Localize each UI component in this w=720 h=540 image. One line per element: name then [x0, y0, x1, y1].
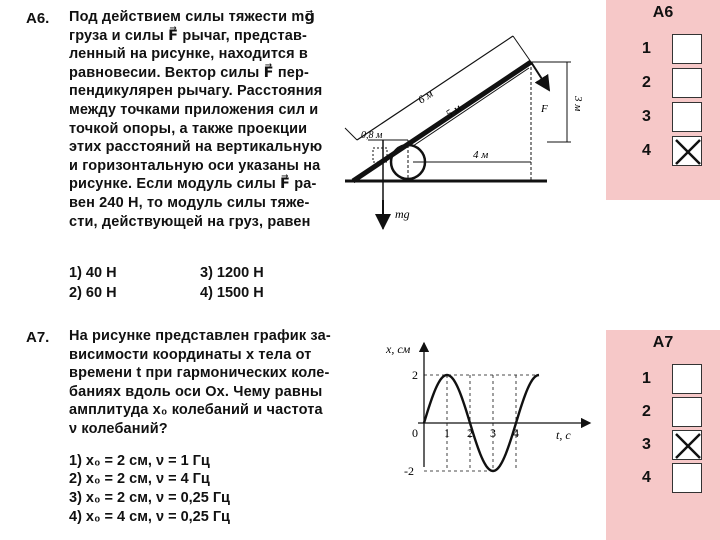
answer-checkbox[interactable] — [672, 397, 702, 427]
answer-checkbox-checked[interactable] — [672, 430, 702, 460]
answer-checkbox[interactable] — [672, 364, 702, 394]
y-tick-label: -2 — [404, 464, 414, 475]
answer-option-number: 2 — [642, 403, 651, 420]
answer-option-row[interactable] — [606, 68, 720, 98]
question-a6-line: рисунке. Если модуль силы F⃗ ра- — [69, 176, 317, 193]
label-mg: mg⃗ — [395, 207, 419, 221]
answer-panel-title: А7 — [652, 334, 674, 351]
question-a6-line: ленный на рисунке, находится в — [69, 46, 308, 63]
question-a6-line: между точками приложения сил и — [69, 101, 319, 118]
answer-panel-a7 — [606, 330, 720, 540]
answer-option-row[interactable] — [606, 397, 720, 427]
question-a7-line: ν колебаний? — [69, 420, 168, 437]
answer-option-row[interactable] — [606, 430, 720, 460]
a6-option-3: 3) 1200 Н — [200, 265, 264, 281]
question-a6-line: Под действием силы тяжести mg⃗ — [69, 9, 315, 25]
answer-option-number: 3 — [642, 108, 651, 125]
x-tick-label: 4 — [513, 426, 519, 440]
question-a6-line: этих расстояний на вертикальную — [69, 139, 323, 156]
question-a6-text — [69, 8, 322, 231]
label-6m: 6 м — [415, 87, 436, 107]
answer-option-number: 3 — [642, 436, 651, 453]
question-a6-number: А6. — [26, 10, 50, 27]
x-tick-label: 0 — [412, 426, 418, 440]
answer-option-number: 1 — [642, 370, 651, 387]
check-cross-icon — [673, 431, 703, 461]
y-tick-label: 2 — [412, 368, 418, 382]
question-a6-line: равновесии. Вектор силы F⃗ пер- — [69, 64, 309, 81]
answer-option-row[interactable] — [606, 136, 720, 166]
y-axis-label: x, см — [386, 342, 411, 356]
question-a7-number: А7. — [26, 329, 50, 346]
f-arrow — [531, 62, 549, 90]
question-a7-text — [69, 327, 331, 439]
answer-option-number: 1 — [642, 40, 651, 57]
answer-checkbox[interactable] — [672, 34, 702, 64]
answer-checkbox[interactable] — [672, 102, 702, 132]
question-a7-line: висимости координаты x тела от — [69, 346, 312, 363]
label-5m: 5 м — [443, 101, 464, 121]
answer-option-row[interactable] — [606, 102, 720, 132]
answer-panel-title: А6 — [652, 4, 674, 21]
label-08m: 0,8 м — [361, 130, 383, 141]
x-tick-label: 1 — [444, 426, 450, 440]
question-a6-line: вен 240 Н, то модуль силы тяже- — [69, 194, 310, 211]
answer-option-row[interactable] — [606, 463, 720, 493]
label-f: F⃗ — [541, 103, 557, 115]
answer-panel-a6 — [606, 0, 720, 200]
question-a6-line: пендикулярен рычагу. Расстояния — [69, 83, 323, 100]
answer-option-number: 4 — [642, 469, 651, 486]
question-a7-line: баниях вдоль оси Ox. Чему равны — [69, 383, 323, 400]
a6-option-1: 1) 40 Н — [69, 265, 117, 281]
x-tick-label: 3 — [490, 426, 496, 440]
answer-checkbox-checked[interactable] — [672, 136, 702, 166]
answer-option-number: 2 — [642, 74, 651, 91]
lever-bar — [353, 62, 531, 181]
a7-option-3: 3) x₀ = 2 см, ν = 0,25 Гц — [69, 490, 230, 506]
question-a7-line: На рисунке представлен график за- — [69, 328, 331, 344]
a7-option-2: 2) x₀ = 2 см, ν = 4 Гц — [69, 471, 210, 487]
label-3m: 3 м — [572, 96, 584, 112]
question-a6-line: точкой опоры, а также проекции — [69, 120, 308, 137]
oscillation-chart — [380, 335, 605, 475]
a7-option-4: 4) x₀ = 4 см, ν = 0,25 Гц — [69, 509, 230, 525]
question-a7-line: времени t при гармонических коле- — [69, 365, 330, 382]
a7-option-1: 1) x₀ = 2 см, ν = 1 Гц — [69, 453, 210, 469]
dim-5m — [413, 68, 529, 146]
answer-checkbox[interactable] — [672, 68, 702, 98]
question-a6-line: сти, действующей на груз, равен — [69, 213, 311, 230]
answer-option-row[interactable] — [606, 364, 720, 394]
a6-option-2: 2) 60 Н — [69, 285, 117, 301]
a6-option-4: 4) 1500 Н — [200, 285, 264, 301]
question-a7-line: амплитуда x₀ колебаний и частота — [69, 402, 323, 419]
check-cross-icon — [673, 137, 703, 167]
x-axis-label: t, с — [556, 428, 571, 442]
x-tick-label: 2 — [467, 426, 473, 440]
label-4m: 4 м — [473, 149, 489, 161]
question-a6-line: и горизонтальную оси указаны на — [69, 157, 321, 174]
question-a6-line: груза и силы F⃗ рычаг, представ- — [69, 27, 308, 44]
answer-option-row[interactable] — [606, 34, 720, 64]
lever-diagram — [335, 0, 605, 240]
answer-checkbox[interactable] — [672, 463, 702, 493]
answer-option-number: 4 — [642, 142, 651, 159]
